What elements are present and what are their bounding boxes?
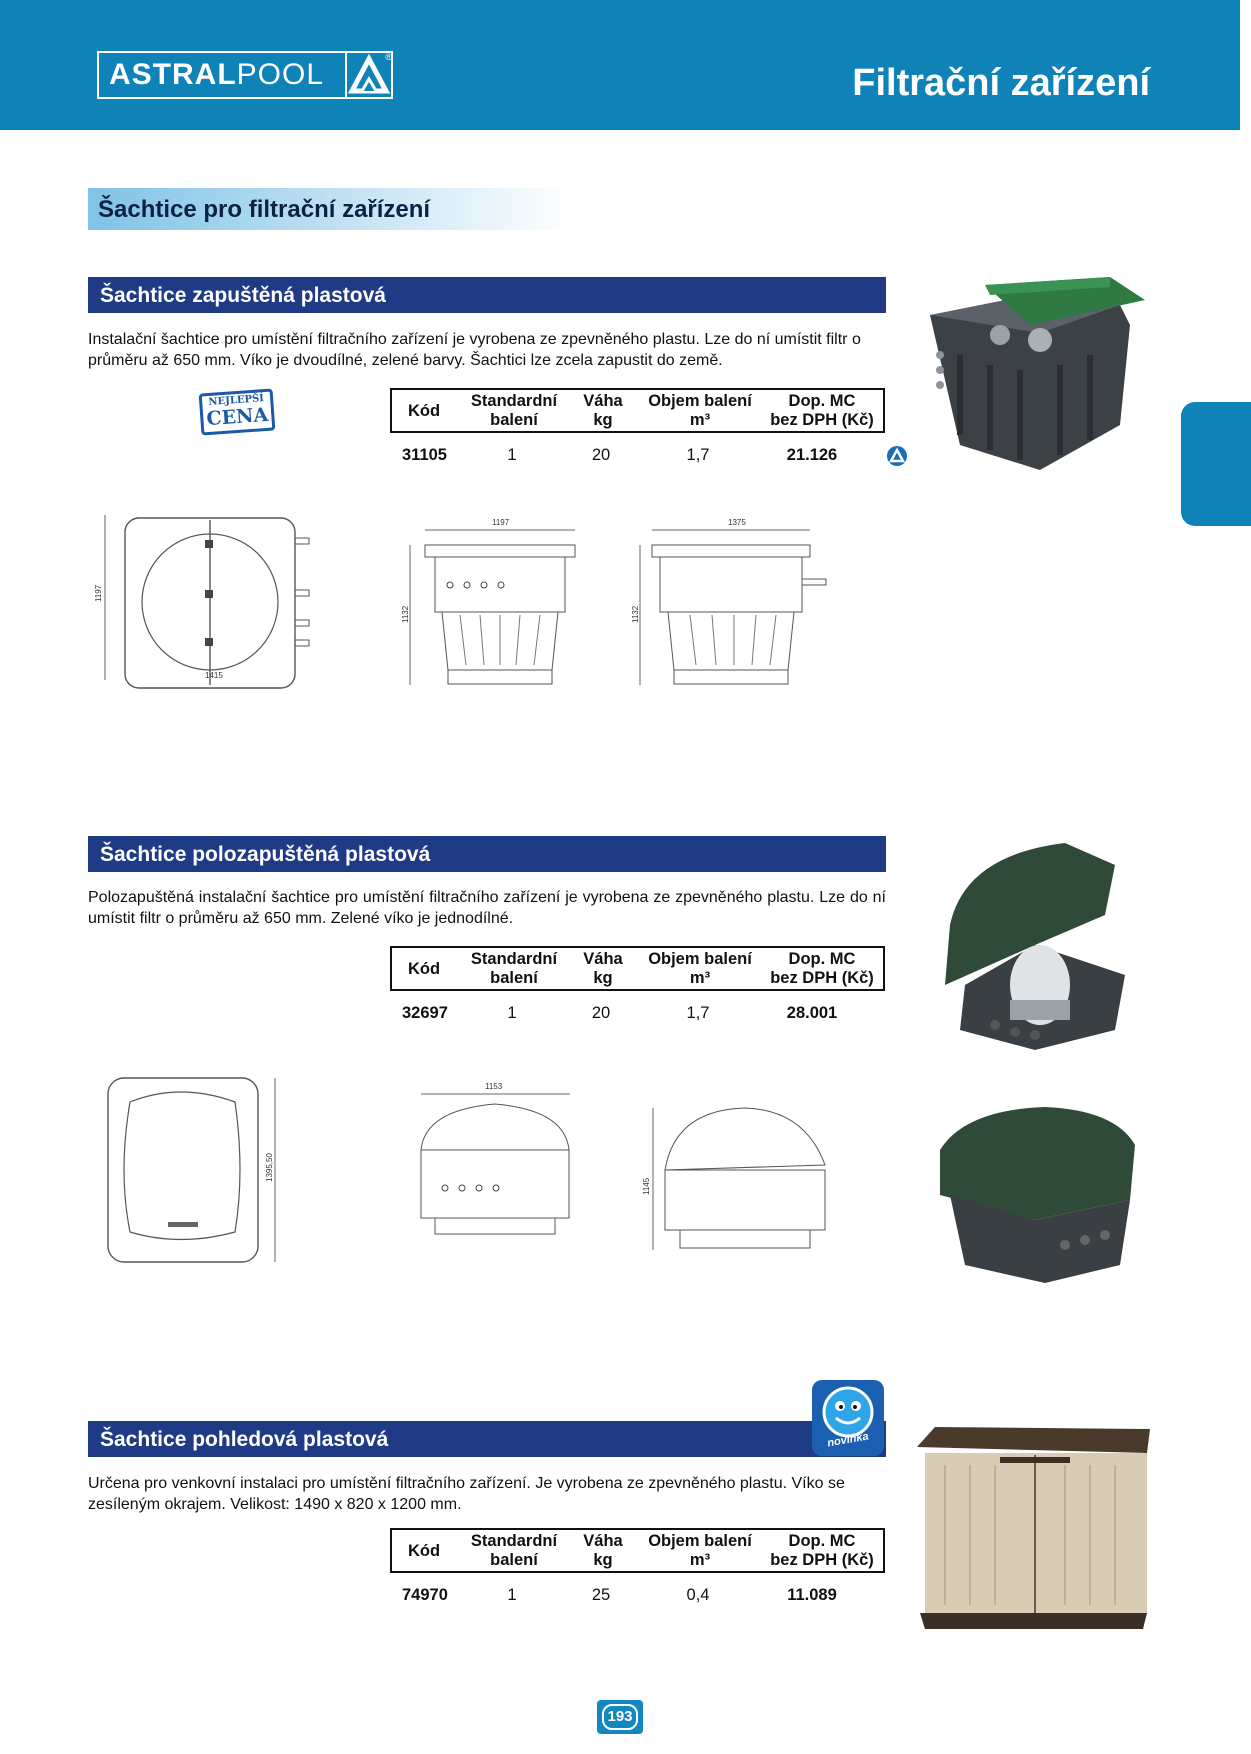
product-3-title: Šachtice pohledová plastová <box>100 1428 389 1451</box>
product-2-title: Šachtice polozapuštěná plastová <box>100 843 431 866</box>
drawing-top-view-1 <box>95 510 325 690</box>
col-weight: Váha kg <box>583 392 623 429</box>
svg-text:1132: 1132 <box>401 605 410 623</box>
chapter-tab[interactable] <box>1181 402 1251 526</box>
spec-row-74970: 74970 1 25 0,4 11.089 <box>402 1586 837 1604</box>
drawing-top-view-2 <box>100 1072 285 1267</box>
drawing-front-view-1 <box>400 515 590 690</box>
best-price-badge: NEJLEPŠÍ CENA <box>199 388 276 435</box>
page-title: Filtrační zařízení <box>852 62 1150 104</box>
astralpool-brand-icon <box>886 445 908 467</box>
spec-row-31105: 31105 1 20 1,7 21.126 <box>402 446 838 464</box>
svg-text:1395,50: 1395,50 <box>265 1153 274 1182</box>
logo-triangle-icon <box>345 53 391 97</box>
drawing-front-view-2 <box>415 1080 575 1255</box>
registered-mark: ® <box>385 52 392 62</box>
section-title: Šachtice pro filtrační zařízení <box>98 196 431 223</box>
product-2-photo-closed <box>935 1105 1140 1285</box>
col-pack: Standardní balení <box>470 392 558 429</box>
svg-text:1145: 1145 <box>642 1177 651 1195</box>
svg-text:1197: 1197 <box>492 518 510 527</box>
svg-text:1415: 1415 <box>205 671 223 680</box>
drawing-side-view-2 <box>635 1100 830 1255</box>
astralpool-logo: ASTRALPOOL ® <box>97 51 393 99</box>
product-2-description: Polozapuštěná instalační šachtice pro umístění filtračního zařízení je vyrobena ze zpevněného plastu. Lze do ní umístit filtr o průměru až 650 mm. Zelené víko je jednodílné. <box>88 889 886 927</box>
svg-text:1153: 1153 <box>485 1082 503 1091</box>
col-volume: Objem balení m³ <box>648 392 752 429</box>
spec-table-header: Kód Standardní balení Váha kg Objem balení m³ Dop. MC bez DPH (Kč) <box>390 946 885 991</box>
col-price: Dop. MC bez DPH (Kč) <box>770 392 874 429</box>
product-3-photo <box>915 1425 1153 1630</box>
novinka-badge: novinka <box>812 1380 884 1456</box>
svg-text:1197: 1197 <box>94 584 103 602</box>
spec-table-header <box>390 388 885 433</box>
spec-table-header: Kód Standardní balení Váha kg Objem balení m³ Dop. MC bez DPH (Kč) <box>390 1528 885 1573</box>
col-code: Kód <box>408 402 441 420</box>
product-1-photo <box>920 275 1150 485</box>
spec-row-32697: 32697 1 20 1,7 28.001 <box>402 1004 838 1022</box>
product-1-description: Instalační šachtice pro umístění filtračního zařízení je vyrobena ze zpevněného plastu. Lze do ní umístit filtr o průměru až 650 mm. Víko je dvoudílné, zelené barvy. Šachtici lze zcela zapustit do země. <box>88 331 861 369</box>
svg-text:1375: 1375 <box>728 518 746 527</box>
product-1-title: Šachtice zapuštěná plastová <box>100 284 386 307</box>
svg-text:1132: 1132 <box>631 605 640 623</box>
product-3-description: Určena pro venkovní instalaci pro umístění filtračního zařízení. Je vyrobena ze zpevněného plastu. Víko se zesíleným okrajem. Velikost: 1490 x 820 x 1200 mm. <box>88 1475 845 1513</box>
drawing-side-view-1 <box>630 515 845 690</box>
product-2-photo-open <box>935 835 1135 1055</box>
page-number: 193 <box>597 1700 643 1734</box>
